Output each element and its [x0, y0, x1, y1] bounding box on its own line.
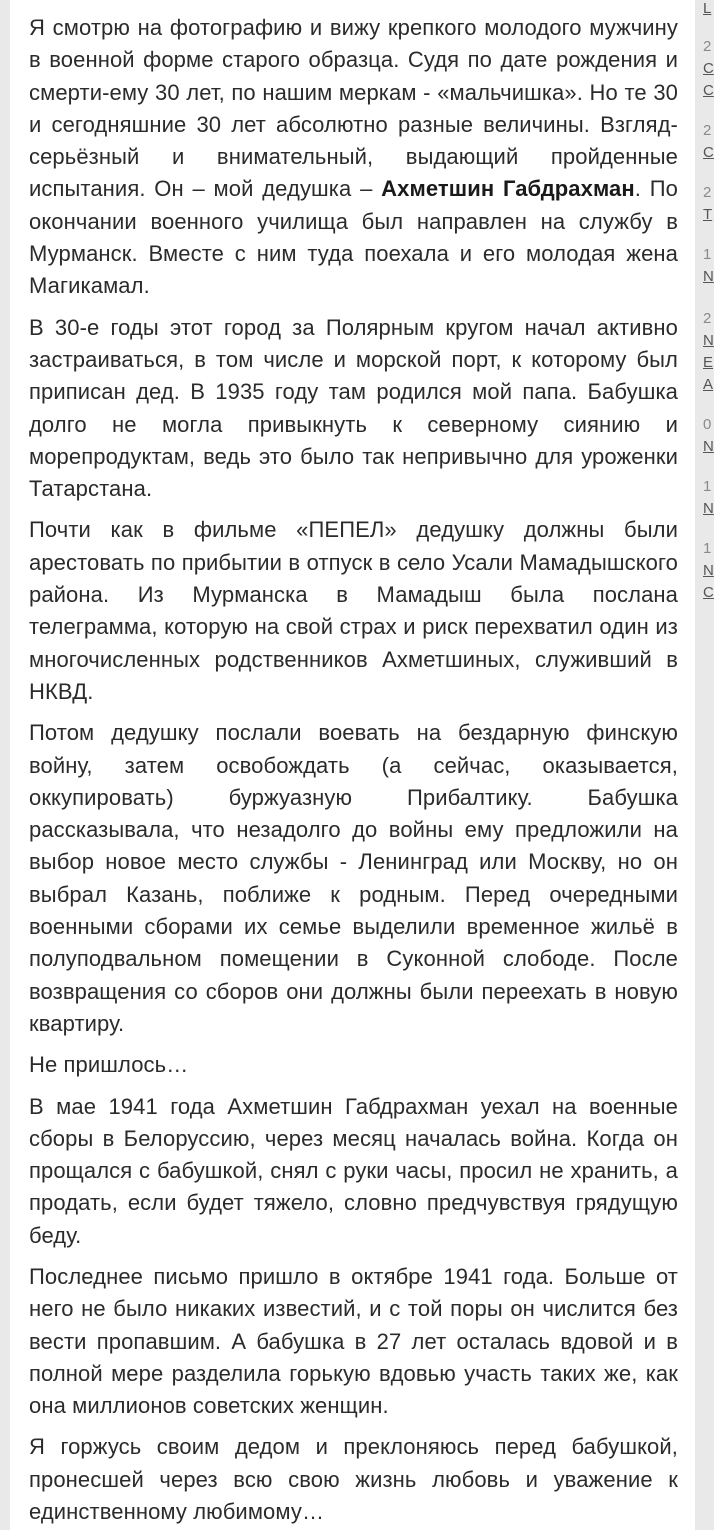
- sidebar-number-fragment: 0: [703, 416, 712, 433]
- sidebar-number-fragment: 2: [703, 122, 712, 139]
- sidebar-link-fragment[interactable]: C: [703, 60, 714, 77]
- paragraph-4: Потом дедушку послали воевать на бездарную финскую войну, затем освобождать (а сейчас, оказывается, оккупировать) буржуазную Прибалтику. Бабушка рассказывала, что незадолго до войны ему предложили на выбор новое место службы - Ленинград или Москву, но он выбрал Казань, поближе к родным. Перед очередными военными сборами их семье выделили временное жильё в полуподвальном помещении в Суконной слободе. После возвращения со сборов они должны были переехать в новую квартиру.: [29, 720, 678, 1036]
- paragraph-2: В 30-е годы этот город за Полярным кругом начал активно застраиваться, в том числе и морской порт, к которому был приписан дед. В 1935 году там родился мой папа. Бабушка долго не могла привыкнуть к северному сиянию и морепродуктам, ведь это было так непривычно для уроженки Татарстана.: [29, 314, 678, 502]
- sidebar-link-fragment[interactable]: L: [703, 0, 712, 17]
- sidebar-link-fragment[interactable]: N: [703, 562, 714, 579]
- sidebar-link-fragment[interactable]: N: [703, 268, 714, 285]
- sidebar-link-fragment[interactable]: N: [703, 500, 714, 517]
- sidebar-cut-off: [703, 0, 714, 1530]
- sidebar-link-fragment[interactable]: T: [703, 206, 713, 223]
- grandfather-name: Ахметшин Габдрахман: [381, 176, 635, 202]
- sidebar-link-fragment[interactable]: A: [703, 376, 714, 393]
- sidebar-number-fragment: 1: [703, 246, 712, 263]
- sidebar-link-fragment[interactable]: N: [703, 438, 714, 455]
- paragraph-1: [29, 12, 678, 303]
- sidebar-number-fragment: 2: [703, 184, 712, 201]
- sidebar-link-fragment[interactable]: C: [703, 144, 714, 161]
- paragraph-6: В мае 1941 года Ахметшин Габдрахман уехал на военные сборы в Белоруссию, через месяц началась война. Когда он прощался с бабушкой, снял с руки часы, просил не хранить, а продать, если будет тяжело, словно предчувствуя грядущую беду.: [29, 1093, 678, 1248]
- article-body: [10, 0, 695, 1530]
- sidebar-number-fragment: 1: [703, 540, 712, 557]
- paragraph-5: Не пришлось…: [29, 1052, 189, 1078]
- sidebar-link-fragment[interactable]: C: [703, 82, 714, 99]
- sidebar-number-fragment: 1: [703, 478, 712, 495]
- sidebar-link-fragment[interactable]: N: [703, 332, 714, 349]
- paragraph-1-end: . По окончании военного училища был направлен на службу в Мурманск. Вместе с ним туда поехала и его молодая жена Магикамал.: [29, 176, 678, 299]
- paragraph-8: Я горжусь своим дедом и преклоняюсь перед бабушкой, пронесшей через всю свою жизнь любовь и уважение к единственному любимому…: [29, 1434, 678, 1525]
- paragraph-1-start: Я смотрю на фотографию и вижу крепкого молодого мужчину в военной форме старого образца. Судя по дате рождения и смерти-ему 30 лет, по нашим меркам - «мальчишка». Но те 30 и сегодняшние 30 лет абсолютно разные величины. Взгляд-серьёзный и внимательный, выдающий пройденные испытания. Он – мой дедушка –: [29, 15, 678, 202]
- paragraph-7: Последнее письмо пришло в октябре 1941 года. Больше от него не было никаких известий, и с той поры он числится без вести пропавшим. А бабушка в 27 лет осталась вдовой и в полной мере разделила горькую вдовью участь таких же, как она миллионов советских женщин.: [29, 1263, 678, 1419]
- sidebar-number-fragment: 2: [703, 310, 712, 327]
- paragraph-3: Почти как в фильме «ПЕПЕЛ» дедушку должны были арестовать по прибытии в отпуск в село Усали Мамадышского района. Из Мурманска в Мамадыш была послана телеграмма, которую на свой страх и риск перехватил один из многочисленных родственников Ахметшиных, служивший в НКВД.: [29, 517, 678, 704]
- sidebar-link-fragment[interactable]: C: [703, 584, 714, 601]
- sidebar-number-fragment: 2: [703, 38, 712, 55]
- sidebar-link-fragment[interactable]: E: [703, 354, 714, 371]
